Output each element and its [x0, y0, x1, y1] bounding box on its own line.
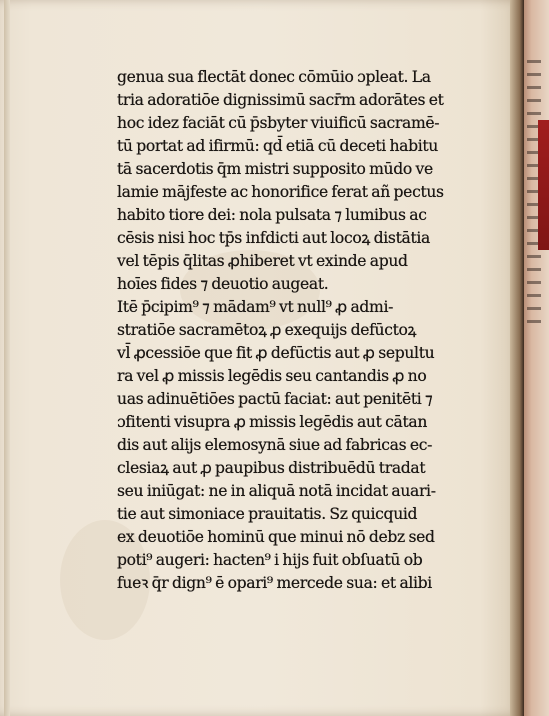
text-line: ɔfitenti visupra ꝓ missis legēdis aut cātan — [117, 413, 428, 431]
text-fragment — [527, 73, 541, 76]
text-line: stratiōe sacramētoꝝ ꝓ exequijs defūctoꝝ — [117, 321, 417, 339]
text-line: genua sua flectāt donec cōmūio ɔpleat. La — [117, 68, 431, 86]
text-fragment — [527, 307, 541, 310]
text-line: vel tēpis q̄litas ꝓhiberet vt exinde apud — [117, 252, 408, 270]
text-line: cēsis nisi hoc tp̄s infdicti aut locoꝝ distātia — [117, 229, 430, 247]
red-bookmark — [538, 120, 549, 250]
text-line: uas adinuētiōes pactū faciat: aut penitēti ⁊ — [117, 390, 433, 408]
text-block — [117, 66, 465, 595]
page-edge — [4, 0, 10, 716]
text-line: poti⁹ augeri: hacten⁹ i hijs fuit obſuatū ob — [117, 551, 423, 569]
text-line: ra vel ꝓ missis legēdis seu cantandis ꝓ no — [117, 367, 427, 385]
book-gutter — [510, 0, 524, 716]
text-fragment — [527, 255, 541, 258]
text-fragment — [527, 294, 541, 297]
text-line: tria adoratiōe dignissimū sacr̄m adorātes et — [117, 91, 444, 109]
text-line: Itē p̄cipim⁹ ⁊ mādam⁹ vt null⁹ ꝓ admi- — [117, 298, 394, 316]
text-fragment — [527, 268, 541, 271]
text-line: hoc idez faciāt cū p̄sbyter viuificū sacramē- — [117, 114, 440, 132]
text-line: lamie mājfeste ac honorifice ferat añ pectus — [117, 183, 444, 201]
right-page-edge — [524, 0, 549, 716]
text-fragment — [527, 60, 541, 63]
text-line: clesiaꝝ aut ꝓ paupibus distribuēdū tradat — [117, 459, 426, 477]
text-line: seu iniūgat: ne in aliquā notā incidat auari- — [117, 482, 436, 500]
text-line: ex deuotiōe hominū que minui nō debz sed — [117, 528, 435, 546]
text-fragment — [527, 281, 541, 284]
text-line: hoīes fides ⁊ deuotio augeat. — [117, 275, 329, 293]
text-fragment — [527, 99, 541, 102]
text-line: dis aut alijs elemosynā siue ad fabricas ec- — [117, 436, 433, 454]
text-line: habito tiore dei: nola pulsata ⁊ lumibus ac — [117, 206, 427, 224]
text-line: tā sacerdotis q̄m mistri supposito mūdo ve — [117, 160, 433, 178]
text-line: tie aut simoniace prauitatis. Sz quicquid — [117, 505, 418, 523]
text-fragment — [527, 86, 541, 89]
text-line: fueꝛ q̄r dign⁹ ē opari⁹ mercede sua: et alibi — [117, 574, 432, 592]
text-fragment — [527, 320, 541, 323]
text-fragment — [527, 112, 541, 115]
text-line: tū portat ad ifirmū: qd̄ etiā cū deceti habitu — [117, 137, 438, 155]
text-line: vl̄ ꝓcessiōe que fit ꝓ defūctis aut ꝓ sepultu — [117, 344, 435, 362]
